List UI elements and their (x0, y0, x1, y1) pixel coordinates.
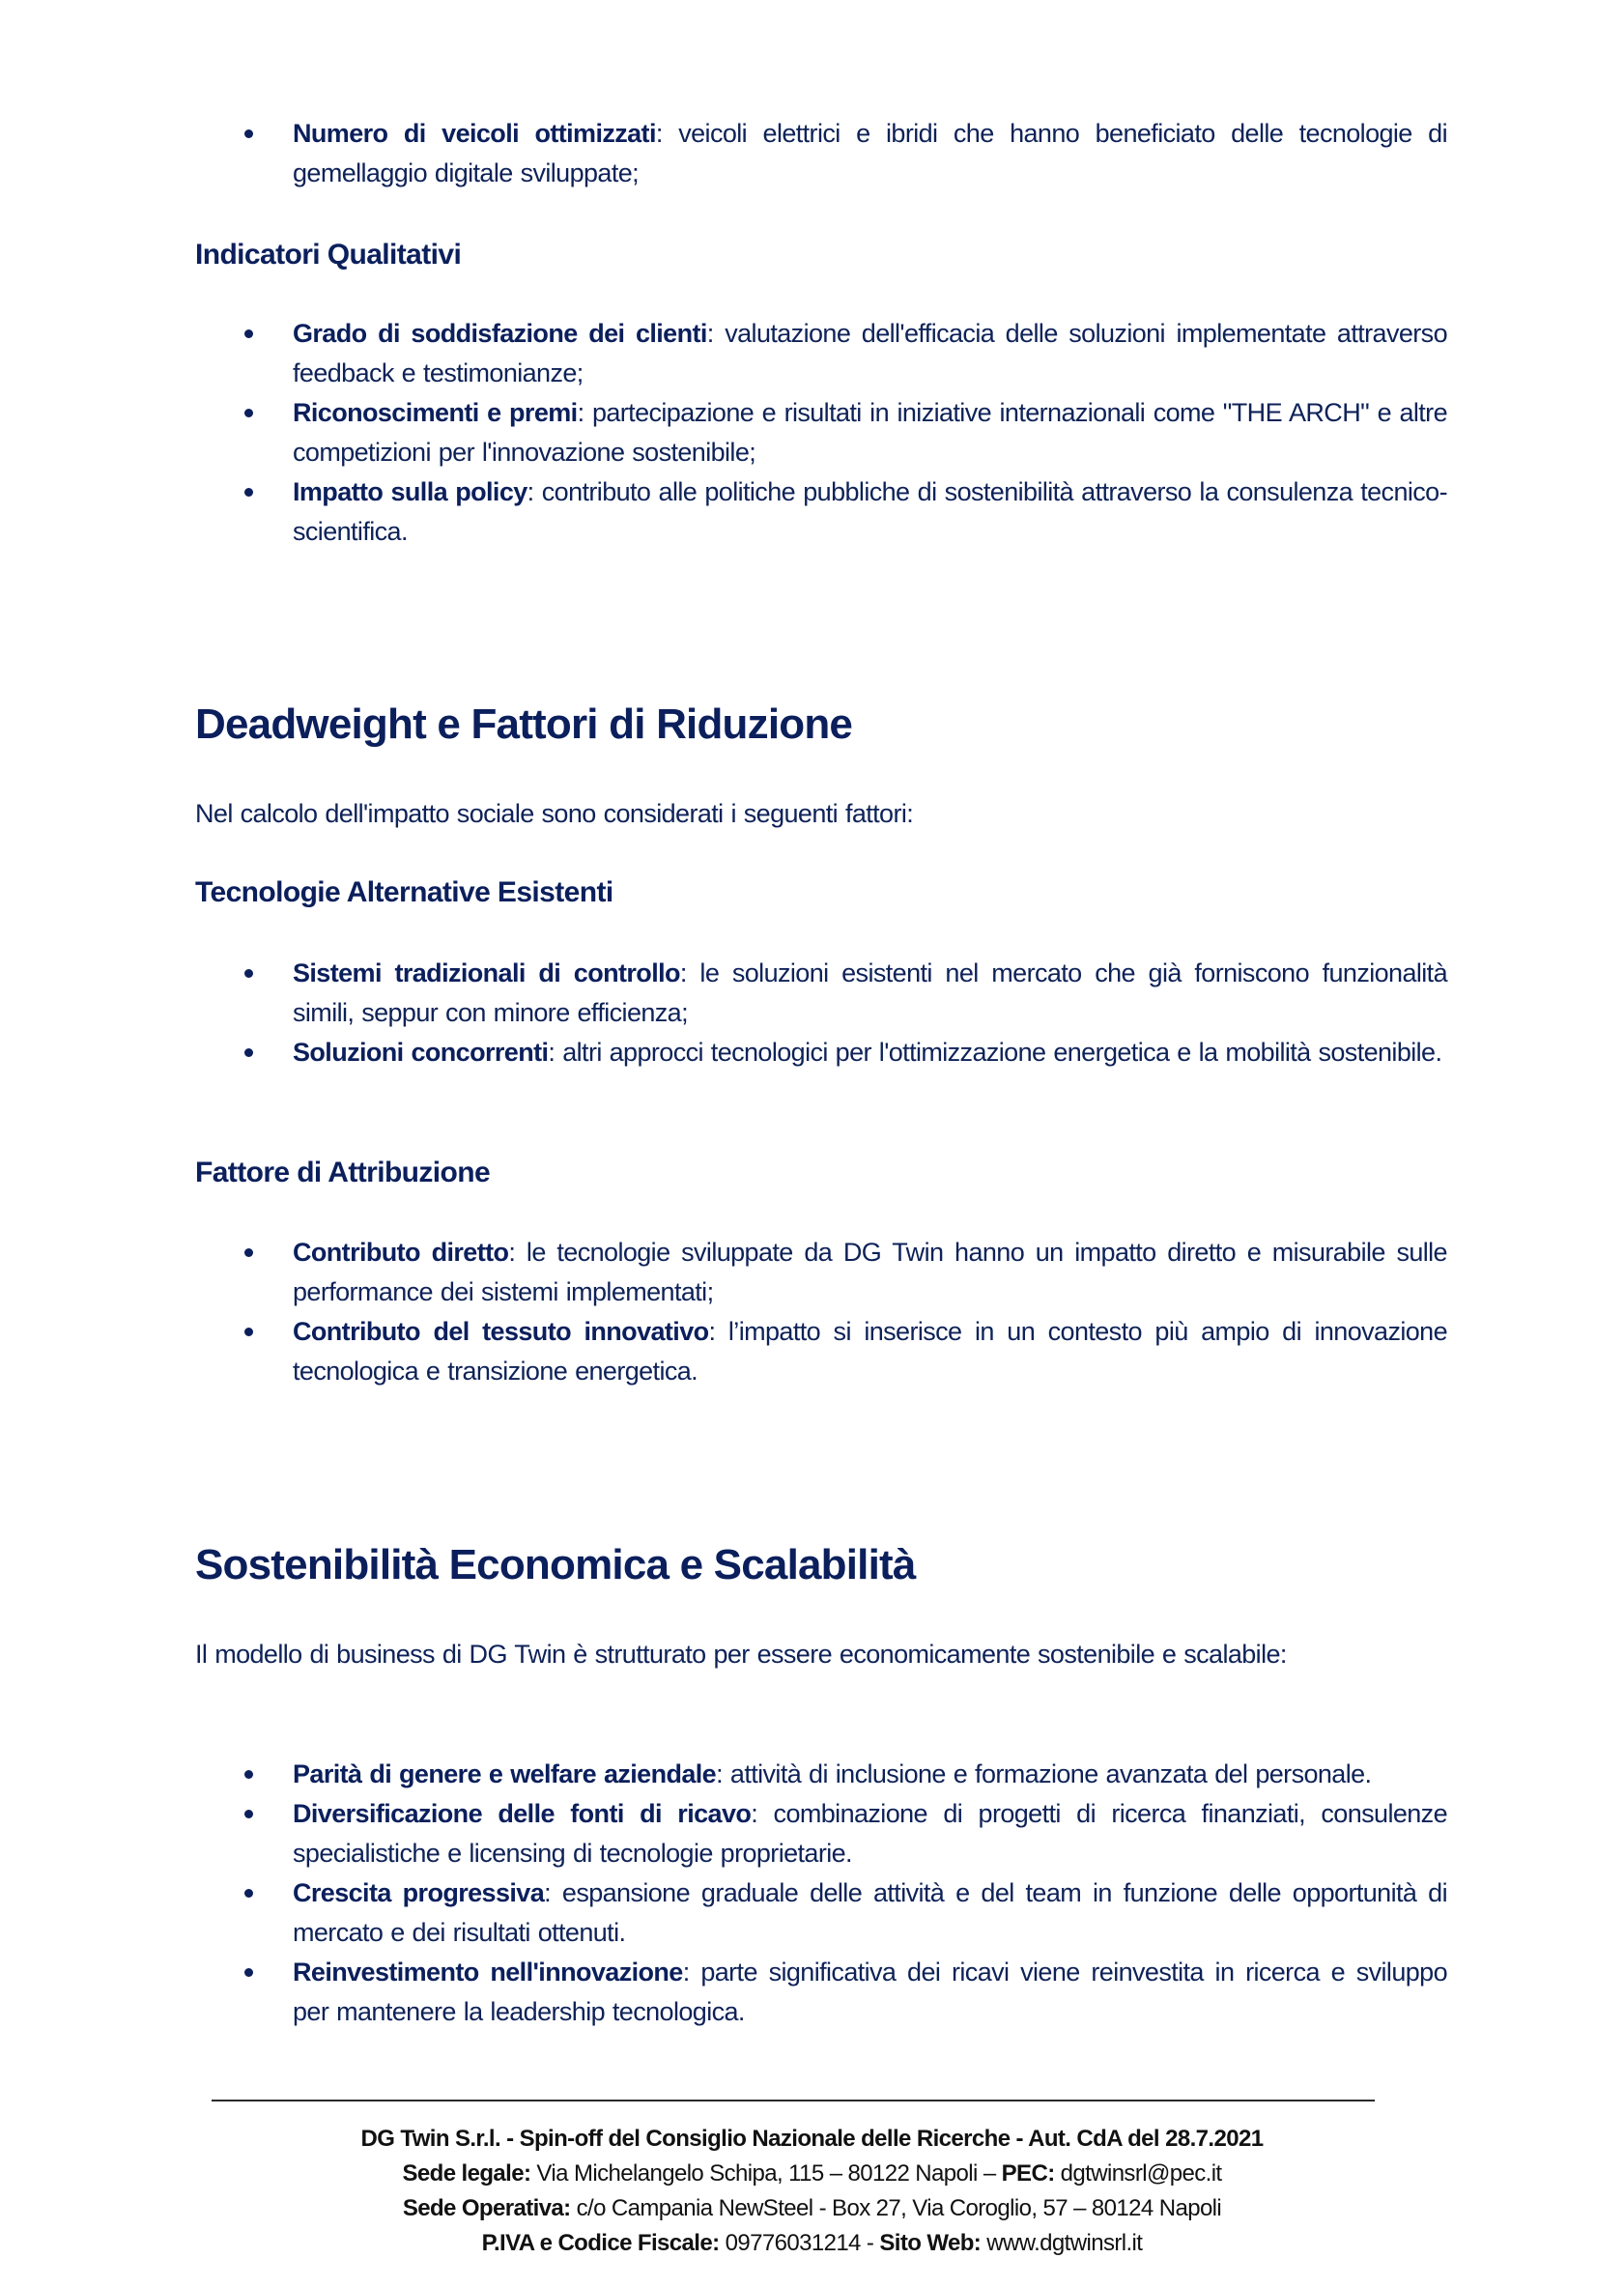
item-term: Grado di soddisfazione dei clienti (293, 319, 707, 348)
bullet-icon (244, 1048, 253, 1057)
footer-label: P.IVA e Codice Fiscale: (481, 2230, 720, 2256)
list-item (195, 1953, 1447, 2032)
item-description: : le soluzioni esistenti nel mercato che già forniscono funzionalità simili, seppur con minore efficienza; (293, 958, 1447, 1027)
item-description: : combinazione di progetti di ricerca finanziati, consulenze specialistiche e licensing di tecnologie proprietarie. (293, 1799, 1447, 1868)
footer-divider (212, 2100, 1375, 2101)
item-description: : le tecnologie sviluppate da DG Twin hanno un impatto diretto e misurabile sulle performance dei sistemi implementati; (293, 1238, 1447, 1306)
item-term: Contributo diretto (293, 1238, 509, 1267)
footer-label: Sito Web: (879, 2230, 982, 2256)
list-item (195, 1794, 1447, 1873)
item-term: Crescita progressiva (293, 1878, 545, 1907)
bullet-icon (244, 1810, 253, 1818)
item-description: : veicoli elettrici e ibridi che hanno beneficiato delle tecnologie di gemellaggio digitale sviluppate; (293, 119, 1447, 187)
item-description: : parte significativa dei ricavi viene reinvestita in ricerca e sviluppo per mantenere la leadership tecnologica. (293, 1958, 1447, 2026)
item-description: : partecipazione e risultati in iniziative internazionali come "THE ARCH" e altre competizioni per l'innovazione sostenibile; (293, 398, 1447, 467)
item-description: : l’impatto si inserisce in un contesto più ampio di innovazione tecnologica e transizione energetica. (293, 1317, 1447, 1386)
footer-label: PEC: (1001, 2160, 1055, 2187)
list-item (195, 954, 1447, 1033)
quantitative-indicators-continued (195, 114, 1447, 193)
footer-legal-address-line (0, 2157, 1624, 2191)
footer-website: www.dgtwinsrl.it (981, 2230, 1143, 2256)
list-item (195, 1233, 1447, 1312)
bullet-list (195, 1755, 1447, 2032)
item-term: Diversificazione delle fonti di ricavo (293, 1799, 752, 1828)
section-title: Sostenibilità Economica e Scalabilità (195, 1541, 916, 1588)
item-description: : valutazione dell'efficacia delle soluzioni implementate attraverso feedback e testimonianze; (293, 319, 1447, 387)
bullet-icon (244, 1328, 253, 1336)
bullet-icon (244, 488, 253, 497)
item-term: Parità di genere e welfare aziendale (293, 1759, 717, 1788)
footer-fiscal-line (0, 2226, 1624, 2261)
section-heading: Indicatori Qualitativi (195, 239, 462, 271)
section-intro: Nel calcolo dell'impatto sociale sono considerati i seguenti fattori: (195, 799, 914, 828)
bullet-icon (244, 409, 253, 417)
bullet-list (195, 314, 1447, 552)
qualitative-indicators-list-wrap (195, 314, 1447, 552)
sustainability-list-wrap (195, 1755, 1447, 2032)
item-term: Numero di veicoli ottimizzati (293, 119, 656, 148)
bullet-icon (244, 129, 253, 138)
item-description: : espansione graduale delle attività e del team in funzione delle opportunità di mercato e dei risultati ottenuti. (293, 1878, 1447, 1947)
list-item (195, 1873, 1447, 1953)
list-item (195, 472, 1447, 552)
item-description: : altri approcci tecnologici per l'ottimizzazione energetica e la mobilità sostenibile. (548, 1038, 1442, 1067)
bullet-icon (244, 1248, 253, 1257)
section-title: Deadweight e Fattori di Riduzione (195, 700, 853, 748)
list-item (195, 1312, 1447, 1391)
bullet-list (195, 114, 1447, 193)
bullet-list (195, 954, 1447, 1072)
section-intro: Il modello di business di DG Twin è strutturato per essere economicamente sostenibile e scalabile: (195, 1640, 1287, 1669)
footer-legal-address: Via Michelangelo Schipa, 115 – 80122 Napoli – (530, 2160, 1002, 2187)
footer-label: Sede Operativa: (402, 2195, 571, 2221)
bullet-icon (244, 329, 253, 338)
bullet-icon (244, 1968, 253, 1977)
footer-pec-email: dgtwinsrl@pec.it (1054, 2160, 1222, 2187)
item-term: Soluzioni concorrenti (293, 1038, 549, 1067)
footer-company: DG Twin S.r.l. - Spin-off del Consiglio Nazionale delle Ricerche - Aut. CdA del 28.7.2021 (360, 2126, 1264, 2152)
page-footer (0, 2122, 1624, 2261)
item-term: Sistemi tradizionali di controllo (293, 958, 680, 987)
item-description: : attività di inclusione e formazione avanzata del personale. (716, 1759, 1372, 1788)
list-item (195, 1755, 1447, 1794)
list-item (195, 393, 1447, 472)
list-item (195, 1033, 1447, 1072)
subsection-heading: Tecnologie Alternative Esistenti (195, 876, 613, 908)
item-term: Riconoscimenti e premi (293, 398, 578, 427)
footer-operative-address: c/o Campania NewSteel - Box 27, Via Coroglio, 57 – 80124 Napoli (570, 2195, 1222, 2221)
bullet-list (195, 1233, 1447, 1391)
attribution-list-wrap (195, 1233, 1447, 1391)
footer-company-line (0, 2122, 1624, 2157)
item-description: : contributo alle politiche pubbliche di sostenibilità attraverso la consulenza tecnico-scientifica. (293, 477, 1447, 546)
list-item (195, 114, 1447, 193)
subsection-heading: Fattore di Attribuzione (195, 1157, 491, 1188)
footer-vat-number: 09776031214 - (719, 2230, 880, 2256)
bullet-icon (244, 1889, 253, 1898)
item-term: Impatto sulla policy (293, 477, 527, 506)
list-item (195, 314, 1447, 393)
alternative-technologies-list-wrap (195, 954, 1447, 1072)
item-term: Reinvestimento nell'innovazione (293, 1958, 683, 1987)
footer-operative-address-line (0, 2191, 1624, 2226)
footer-label: Sede legale: (402, 2160, 531, 2187)
bullet-icon (244, 1770, 253, 1779)
bullet-icon (244, 969, 253, 978)
item-term: Contributo del tessuto innovativo (293, 1317, 709, 1346)
